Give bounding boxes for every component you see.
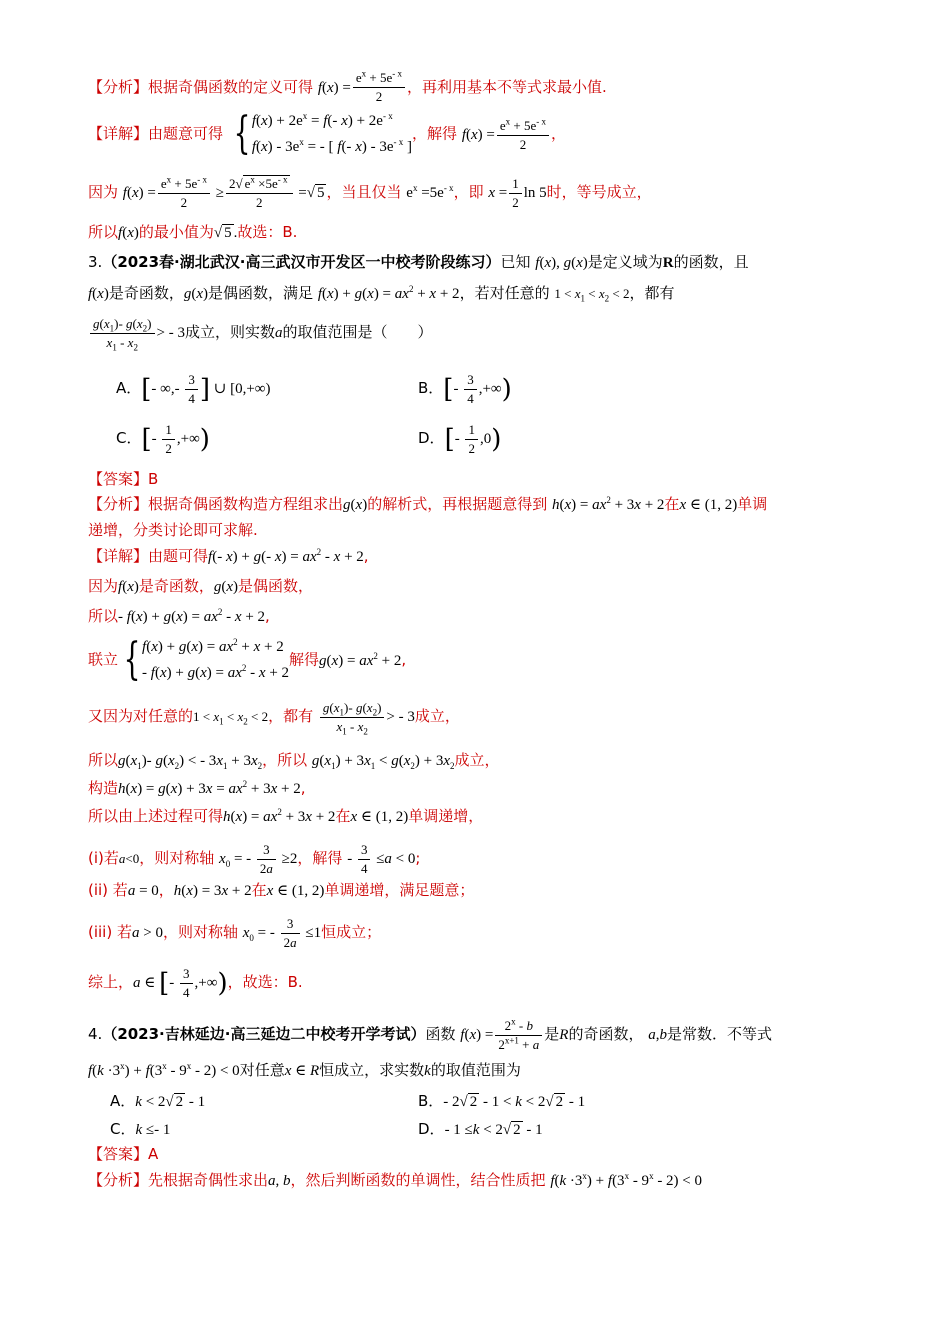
q3-case-3: (iii) 若a > 0，则对称轴 $x_0$ = - $\frac{3}{2a}$ ≤1恒成立； <box>88 916 382 950</box>
q3-stem-line-2: f(x)是奇函数，g(x)是偶函数，满足 $f(x) + g(x) = ax^2 + x + 2$，若对任意的 $1 < x_1 < x_2 < 2$，都有 <box>88 284 675 304</box>
q3-answer: 【答案】B <box>88 470 159 488</box>
q4-analysis: 【分析】先根据奇偶性求出a, b，然后判断函数的单调性，结合性质把 $f(k \cdot 3^x) + f(3^x - 9^x - 2) < 0$ <box>88 1171 703 1189</box>
q3-option-d[interactable]: D．[- $\frac{1}{2}$ ,0) <box>418 422 502 456</box>
q3-stem-line-1: 3.（2023春·湖北武汉·高三武汉市开发区一中校考阶段练习）已知 f(x), g(x)是定义域为R的函数，且 <box>88 253 749 271</box>
q4-option-b[interactable]: B．- 2√ 2 - 1 < k < 2√ 2 - 1 <box>418 1092 586 1110</box>
q4-option-a[interactable]: A．k < 2√ 2 - 1 <box>110 1092 206 1110</box>
q3-conclusion: 综上，a ∈ [- $\frac{3}{4}$ ,+∞)，故选：B. <box>88 966 303 1000</box>
q3-detail-line-7: 构造$h(x) = g(x) + 3x = ax^2 + 3x + 2$, <box>88 779 306 797</box>
q3-analysis-line-2: 递增，分类讨论即可求解. <box>88 521 258 539</box>
detail-line-2: 因为 f(x) = $\frac{e^x + 5e^{- x}}{2}$ ≥ $\frac{2√ e^x \times 5e^{- x}}{2}$ =√ 5 ，当且仅当 $e^x =5e^{- x}$，即 x = $\frac{1}{2}$ ln 5时，等号成立， <box>88 174 652 210</box>
q3-detail-line-1: 【详解】由题可得f(- x) + g(- $x) = ax^2 - x + 2$, <box>88 547 369 565</box>
q3-detail-line-4: 联立 { $f(x) + g(x) = ax^2 + x + 2$ - $f(x) + g(x) = ax^2 - x + 2$ 解得$g(x) = ax^2 + 2$, <box>88 634 407 685</box>
q3-detail-line-8: 所以由上述过程可得$h(x) = ax^2 + 3x + 2$在x ∈ (1, 2)单调递增， <box>88 807 484 825</box>
detail-line-1: 【详解】由题意可得 { $f(x) + 2e^x = f(-$ $x) + 2e^{- x}$ $f(x) - 3e^x$ = - [ f(- $x) - 3e^{- x}$ ] ，解得 f(x) = $\frac{e^x + 5e^{- x}}{2}$ ， <box>88 108 567 159</box>
detail-line-3: 所以f(x)的最小值为√ 5 .故选：B. <box>88 223 298 241</box>
q4-option-d[interactable]: D．- 1 ≤k < 2√ 2 - 1 <box>418 1120 543 1138</box>
q3-analysis-line-1: 【分析】根据奇偶函数构造方程组求出g(x)的解析式，再根据题意得到 $h(x) = ax^2 + 3x + 2$在x ∈ (1, 2)单调 <box>88 495 768 513</box>
q3-detail-line-5: 又因为对任意的$1 < x_1 < x_2 < 2$，都有 $\frac{g(x_1)- g(x_2)}{x_1 - x_2}$ > - 3成立， <box>88 700 460 737</box>
q3-option-a[interactable]: A．[- ∞,- $\frac{3}{4}$ ] ∪ [0,+∞) <box>116 372 271 406</box>
q4-option-c[interactable]: C．k ≤- 1 <box>110 1120 171 1138</box>
q3-detail-line-6: 所以$g(x_1)-$ $g(x_2)$ < - $3x_1 + 3x_2$，所以 $g(x_1) + 3x_1 < g(x_2) + 3x_2$成立， <box>88 751 500 771</box>
q4-answer: 【答案】A <box>88 1145 159 1163</box>
q3-case-2: (ii) 若a = 0，h(x) = 3x + 2在x ∈ (1, 2)单调递增，满足题意； <box>88 881 475 899</box>
q4-stem-line-2: $f(k \cdot 3^x) + f(3^x - 9^x - 2) < 0$对任意x ∈ R恒成立，求实数k的取值范围为 <box>88 1061 521 1079</box>
q4-stem-line-1: 4.（2023·吉林延边·高三延边二中校考开学考试）函数 f(x) = $\frac{2^x - b}{2^{x+1} + a}$ 是R的奇函数， a,b是常数．不等式 <box>88 1016 772 1052</box>
q3-option-b[interactable]: B．[- $\frac{3}{4}$ ,+∞) <box>418 372 512 406</box>
q3-option-c[interactable]: C．[- $\frac{1}{2}$ ,+∞) <box>116 422 210 456</box>
q3-case-1: (i)若a<0，则对称轴 $x_0$ = - $\frac{3}{2a}$ ≥2，解得 - $\frac{3}{4}$ ≤a < 0; <box>88 842 421 876</box>
analysis-line-1: 【分析】根据奇偶函数的定义可得 f(x) = $\frac{e^x + 5e^{- x}}{2}$ ，再利用基本不等式求最小值. <box>88 68 607 104</box>
q3-stem-line-3: $\frac{g(x_1)- g(x_2)}{x_1 - x_2}$ > - 3成立，则实数a的取值范围是（ ） <box>88 316 433 351</box>
q3-detail-line-3: 所以- $f(x) + g(x) = ax^2 - x + 2$, <box>88 607 270 625</box>
q3-detail-line-2: 因为f(x)是奇函数，g(x)是偶函数， <box>88 577 314 595</box>
